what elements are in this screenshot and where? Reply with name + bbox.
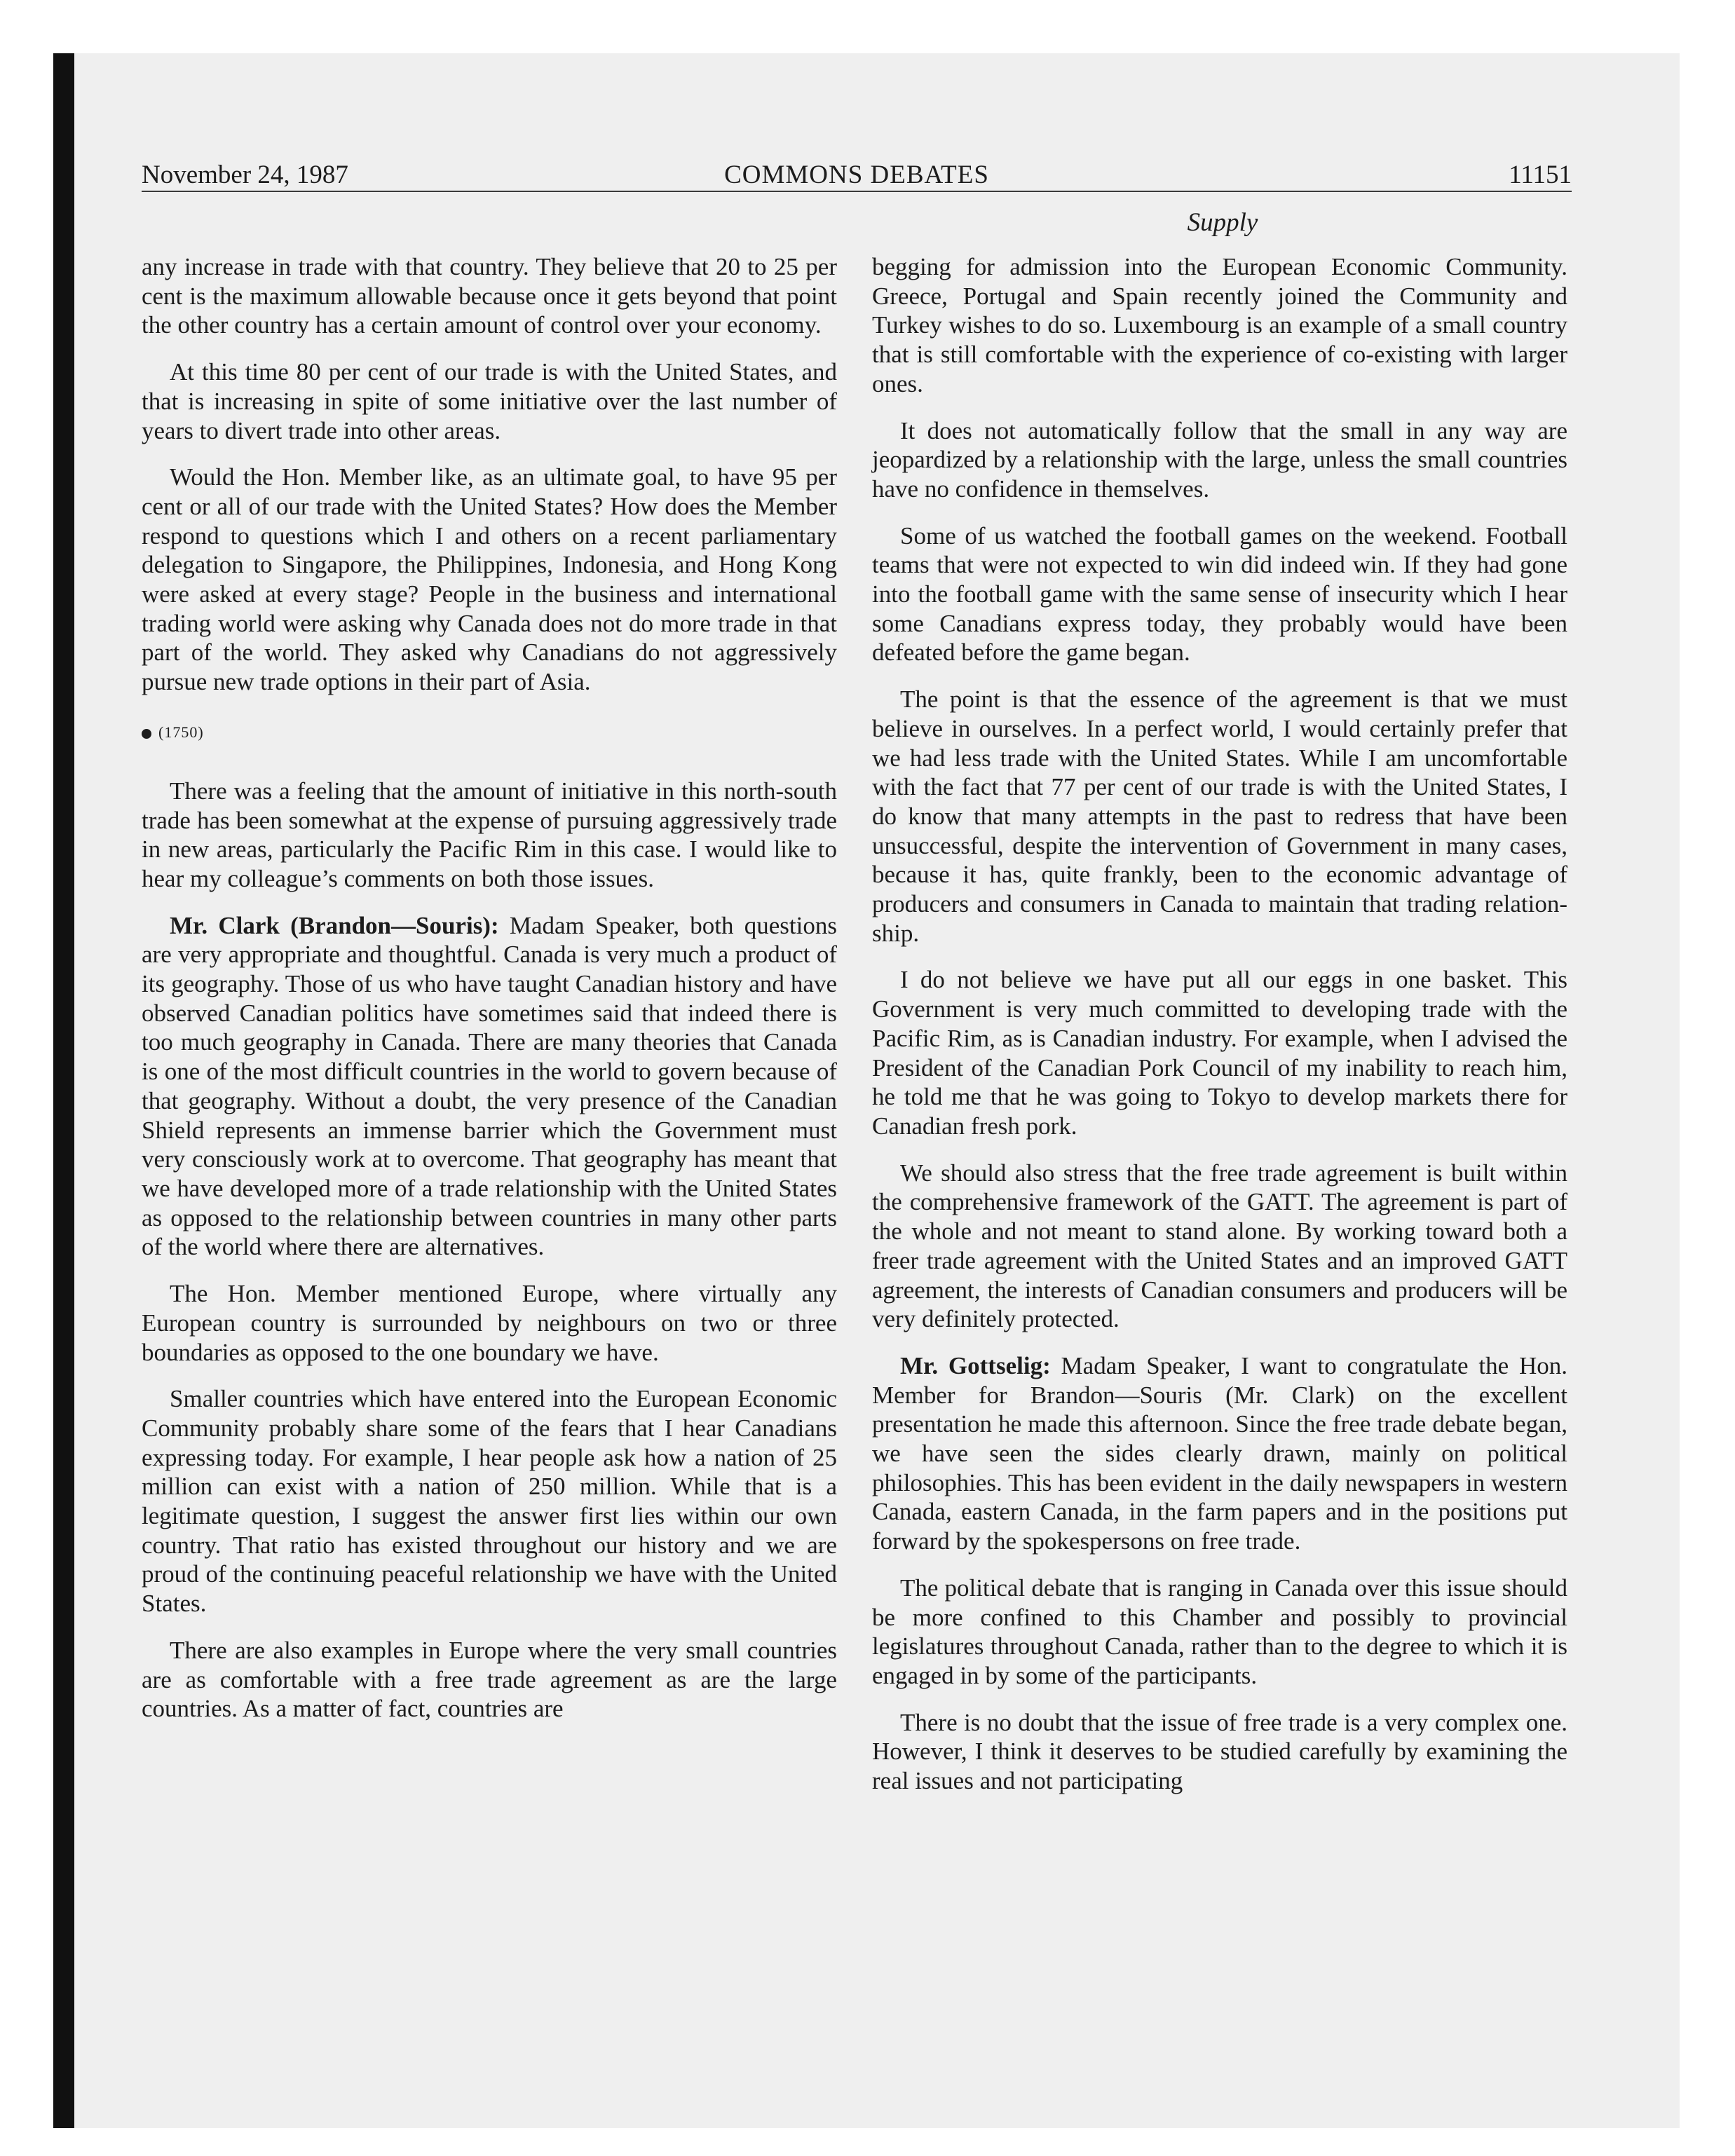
paragraph: Would the Hon. Member like, as an ultimate goal, to have 95 per cent or all of our trade with the United States? How does the Member respond to questions which I and others on a recent parliamentary delegation to Singapore, the Philippines, Indonesia, and Hong Kong were asked at every stage? People in the business and international trading world were asking why Canada does not do more trade in that part of the world. They asked why Canadians do not aggressively pursue new trade options in their part of Asia. [142,463,837,696]
paragraph: There is no doubt that the issue of free trade is a very complex one. However, I think it deserves to be studied carefully by examining the real issues and not participating [872,1708,1567,1795]
left-column [142,252,837,1741]
bullet-icon [142,729,151,739]
paragraph: I do not believe we have put all our eggs in one basket. This Government is very much committed to developing trade with the Pacific Rim, as is Canadian industry. For example, when I advised the President of the Canadian Pork Council of my inability to reach him, he told me that he was going to Tokyo to develop markets there for Canadian fresh pork. [872,966,1567,1140]
paragraph: Smaller countries which have entered into the European Economic Community probably share some of the fears that I hear Canadians expressing today. For example, I hear people ask how a nation of 25 million can exist with a nation of 250 million. While that is a legitimate question, I suggest the answer first lies within our own country. That ratio has existed throughout our history and we are proud of the continuing peaceful relationship we have with the United States. [142,1385,837,1618]
time-marker-text: (1750) [158,723,204,741]
section-label: Supply [1187,208,1258,237]
speaker-name: Mr. Clark (Brandon—Souris): [170,911,499,939]
paragraph: The political debate that is ranging in Canada over this issue should be more confined to this Chamber and possibly to provincial legislatures throughout Canada, rather than to the degree to which it is engaged in by some of the participants. [872,1574,1567,1689]
time-marker [142,722,837,743]
paragraph: begging for admission into the European Economic Community. Greece, Portugal and Spain recently joined the Community and Turkey wishes to do so. Luxembourg is an example of a small country that is still comfortable with the experience of co-existing with larger ones. [872,253,1567,397]
paragraph: The Hon. Member mentioned Europe, where virtually any European country is surrounded by neighbours on two or three boundaries as opposed to the one boundary we have. [142,1280,837,1366]
paragraph: There was a feeling that the amount of initiative in this north-south trade has been somewhat at the expense of pursuing aggressively trade in new areas, particularly the Pacific Rim in this case. I would like to hear my colleague’s comments on both those issues. [142,777,837,892]
right-column [872,252,1567,1813]
paragraph: It does not automatically follow that the small in any way are jeopardized by a relationship with the large, unless the small countries have no confidence in themselves. [872,416,1567,503]
paragraph: The point is that the essence of the agreement is that we must believe in ourselves. In a perfect world, I would certainly prefer that we had less trade with the United States. While I am uncomfortable with the fact that 77 per cent of our trade is with the United States, I do know that many attempts in the past to redress that have been unsuccessful, despite the intervention of Government in many cases, because it has, quite frankly, been to the economic advantage of producers and consumers in Canada to maintain that trading relationship. [872,685,1567,947]
header-date: November 24, 1987 [142,161,348,189]
speaker-paragraph [872,1351,1567,1556]
paragraph: There are also examples in Europe where the very small countries are as comfortable with a free trade agreement as are the large countries. As a matter of fact, countries are [142,1636,837,1723]
header-title: COMMONS DEBATES [724,161,989,189]
paragraph: At this time 80 per cent of our trade is with the United States, and that is increasing in spite of some initiative over the last number of years to divert trade into other areas. [142,358,837,444]
speaker-name: Mr. Gottselig: [900,1351,1051,1379]
speaker-paragraph [142,911,837,1262]
paragraph: any increase in trade with that country. They believe that 20 to 25 per cent is the maximum allowable because once it gets beyond that point the other country has a certain amount of control over your economy. [142,253,837,339]
speech-text: Madam Speaker, I want to congratulate the Hon. Member for Brandon—Souris (Mr. Clark) on the excellent presentation he made this afternoon. Since the free trade debate began, we have seen the sides clearly drawn, mainly on political philosophies. This has been evident in the daily newspapers in western Canada, eastern Canada, in the farm papers and in the positions put forward by the spokespersons on free trade. [872,1351,1567,1555]
paragraph: Some of us watched the football games on the weekend. Football teams that were not expected to win did indeed win. If they had gone into the football game with the same sense of insecurity which I hear some Canadians express today, they probably would have been defeated before the game began. [872,521,1567,667]
header-page-number: 11151 [1509,161,1572,189]
scan-binding-edge [53,53,74,2128]
speech-text: Madam Speaker, both questions are very appropriate and thoughtful. Canada is very much a product of its geography. Those of us who have taught Canadian history and have observed Canadian politics have sometimes said that indeed there is too much geography in Canada. There are many theories that Canada is one of the most difficult countries in the world to govern because of that geography. Without a doubt, the very presence of the Canadian Shield represents an immense barrier which the Government must very consciously work at to overcome. That geography has meant that we have developed more of a trade relationship with the United States as opposed to the relationship between countries in many other parts of the world where there are alternatives. [142,911,837,1261]
paragraph: We should also stress that the free trade agreement is built within the comprehensive framework of the GATT. The agreement is part of the whole and not meant to stand alone. By working toward both a freer trade agreement with the United States and an improved GATT agreement, the interests of Canadian consumers and producers will be very definitely protected. [872,1159,1567,1333]
running-header [142,160,1572,192]
